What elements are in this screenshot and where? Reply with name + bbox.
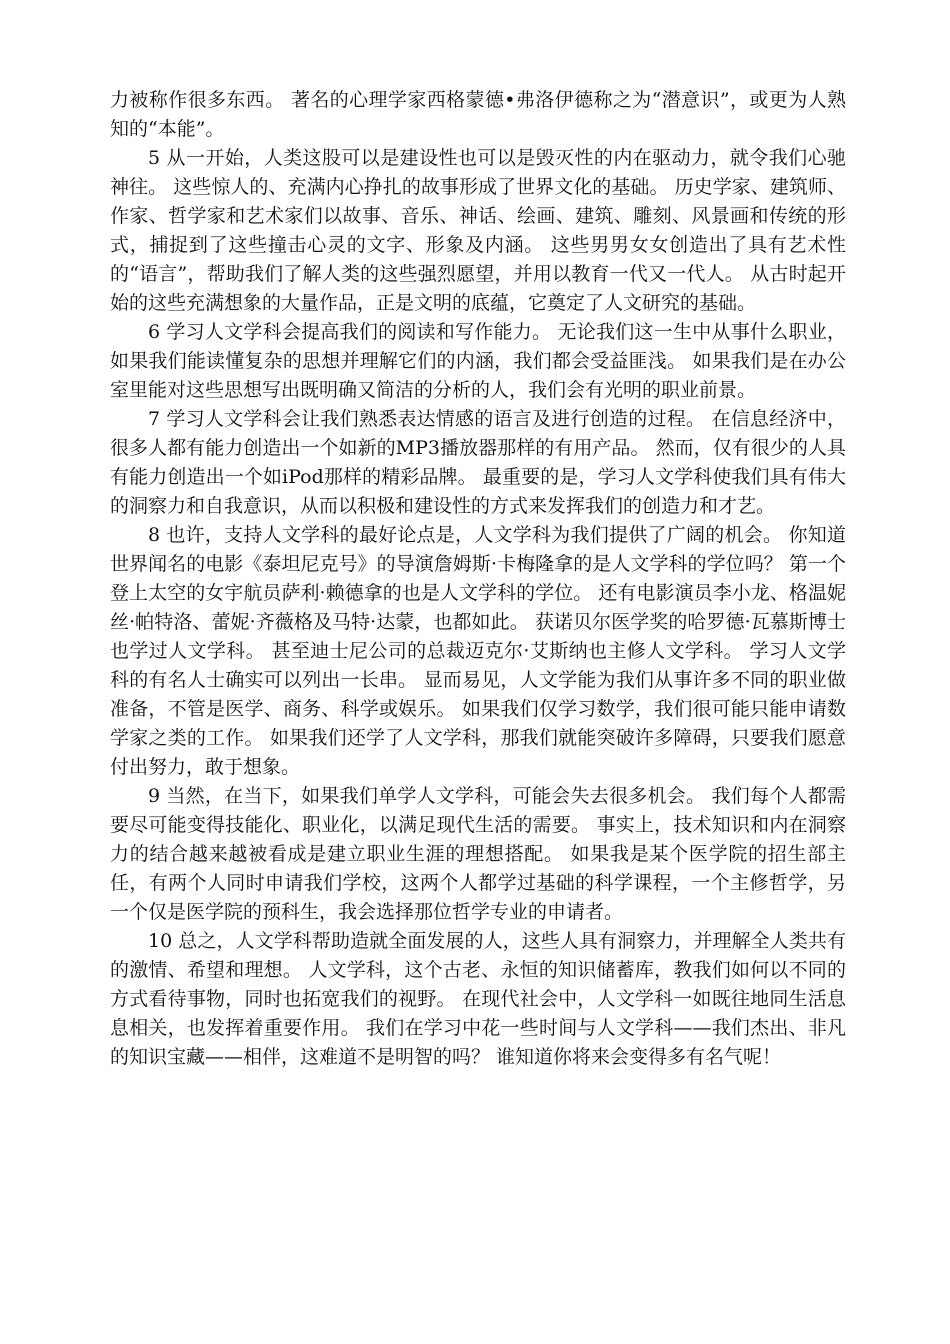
paragraph-number: 6 <box>148 321 161 343</box>
paragraph-text: 学习人文学科会提高我们的阅读和写作能力。 无论我们这一生中从事什么职业，如果我们能读懂复杂的思想并理解它们的内涵，我们都会受益匪浅。 如果我们是在办公室里能对这些思想写出既明确又简洁的分析的人，我们会有光明的职业前景。 <box>110 321 846 401</box>
paragraph-text: 从一开始，人类这股可以是建设性也可以是毁灭性的内在驱动力，就令我们心驰神往。 这些惊人的、充满内心挣扎的故事形成了世界文化的基础。 历史学家、建筑师、作家、哲学家和艺术家们以故事、音乐、神话、绘画、建筑、雕刻、风景画和传统的形式，捕捉到了这些撞击心灵的文字、形象及内涵。 这些男男女女创造出了具有艺术性的“语言”，帮助我们了解人类的这些强烈愿望，并用以教育一代又一代人。 从古时起开始的这些充满想象的大量作品，正是文明的底蕴，它奠定了人文研究的基础。 <box>110 147 846 314</box>
paragraph-text: 总之，人文学科帮助造就全面发展的人，这些人具有洞察力，并理解全人类共有的激情、希望和理想。 人文学科，这个古老、永恒的知识储蓄库，教我们如何以不同的方式看待事物，同时也拓宽我们的视野。 在现代社会中，人文学科一如既往地同生活息息相关，也发挥着重要作用。 我们在学习中花一些时间与人文学科——我们杰出、非凡的知识宝藏——相伴，这难道不是明智的吗？ 谁知道你将来会变得多有名气呢！ <box>110 930 846 1068</box>
paragraph-number: 8 <box>148 524 161 546</box>
paragraph-number: 10 <box>148 930 173 952</box>
paragraph-7 <box>110 405 846 521</box>
paragraph-continued <box>110 86 846 144</box>
paragraph-5 <box>110 144 846 318</box>
paragraph-8 <box>110 521 846 782</box>
document-page <box>110 86 846 1072</box>
paragraph-number: 9 <box>148 785 161 807</box>
paragraph-9 <box>110 782 846 927</box>
paragraph-number: 5 <box>148 147 161 169</box>
paragraph-number: 7 <box>148 408 161 430</box>
paragraph-text: 学习人文学科会让我们熟悉表达情感的语言及进行创造的过程。 在信息经济中，很多人都有能力创造出一个如新的MP3播放器那样的有用产品。 然而，仅有很少的人具有能力创造出一个如iPod那样的精彩品牌。 最重要的是，学习人文学科使我们具有伟大的洞察力和自我意识，从而以积极和建设性的方式来发挥我们的创造力和才艺。 <box>110 408 846 517</box>
paragraph-text: 也许，支持人文学科的最好论点是，人文学科为我们提供了广阔的机会。 你知道世界闻名的电影《泰坦尼克号》的导演詹姆斯·卡梅隆拿的是人文学科的学位吗？ 第一个登上太空的女宇航员萨利·赖德拿的也是人文学科的学位。 还有电影演员李小龙、格温妮丝·帕特洛、蕾妮·齐薇格及马特·达蒙，也都如此。 获诺贝尔医学奖的哈罗德·瓦慕斯博士也学过人文学科。 甚至迪士尼公司的总裁迈克尔·艾斯纳也主修人文学科。 学习人文学科的有名人士确实可以列出一长串。 显而易见，人文学能为我们从事许多不同的职业做准备，不管是医学、商务、科学或娱乐。 如果我们仅学习数学，我们很可能只能申请数学家之类的工作。 如果我们还学了人文学科，那我们就能突破许多障碍，只要我们愿意付出努力，敢于想象。 <box>110 524 846 778</box>
paragraph-6 <box>110 318 846 405</box>
paragraph-10 <box>110 927 846 1072</box>
paragraph-text: 当然，在当下，如果我们单学人文学科，可能会失去很多机会。 我们每个人都需要尽可能变得技能化、职业化，以满足现代生活的需要。 事实上，技术知识和内在洞察力的结合越来越被看成是建立职业生涯的理想搭配。 如果我是某个医学院的招生部主任，有两个人同时申请我们学校，这两个人都学过基础的科学课程，一个主修哲学，另一个仅是医学院的预科生，我会选择那位哲学专业的申请者。 <box>110 785 846 923</box>
paragraph-text: 力被称作很多东西。 著名的心理学家西格蒙德•弗洛伊德称之为“潜意识”，或更为人熟知的“本能”。 <box>110 89 846 140</box>
